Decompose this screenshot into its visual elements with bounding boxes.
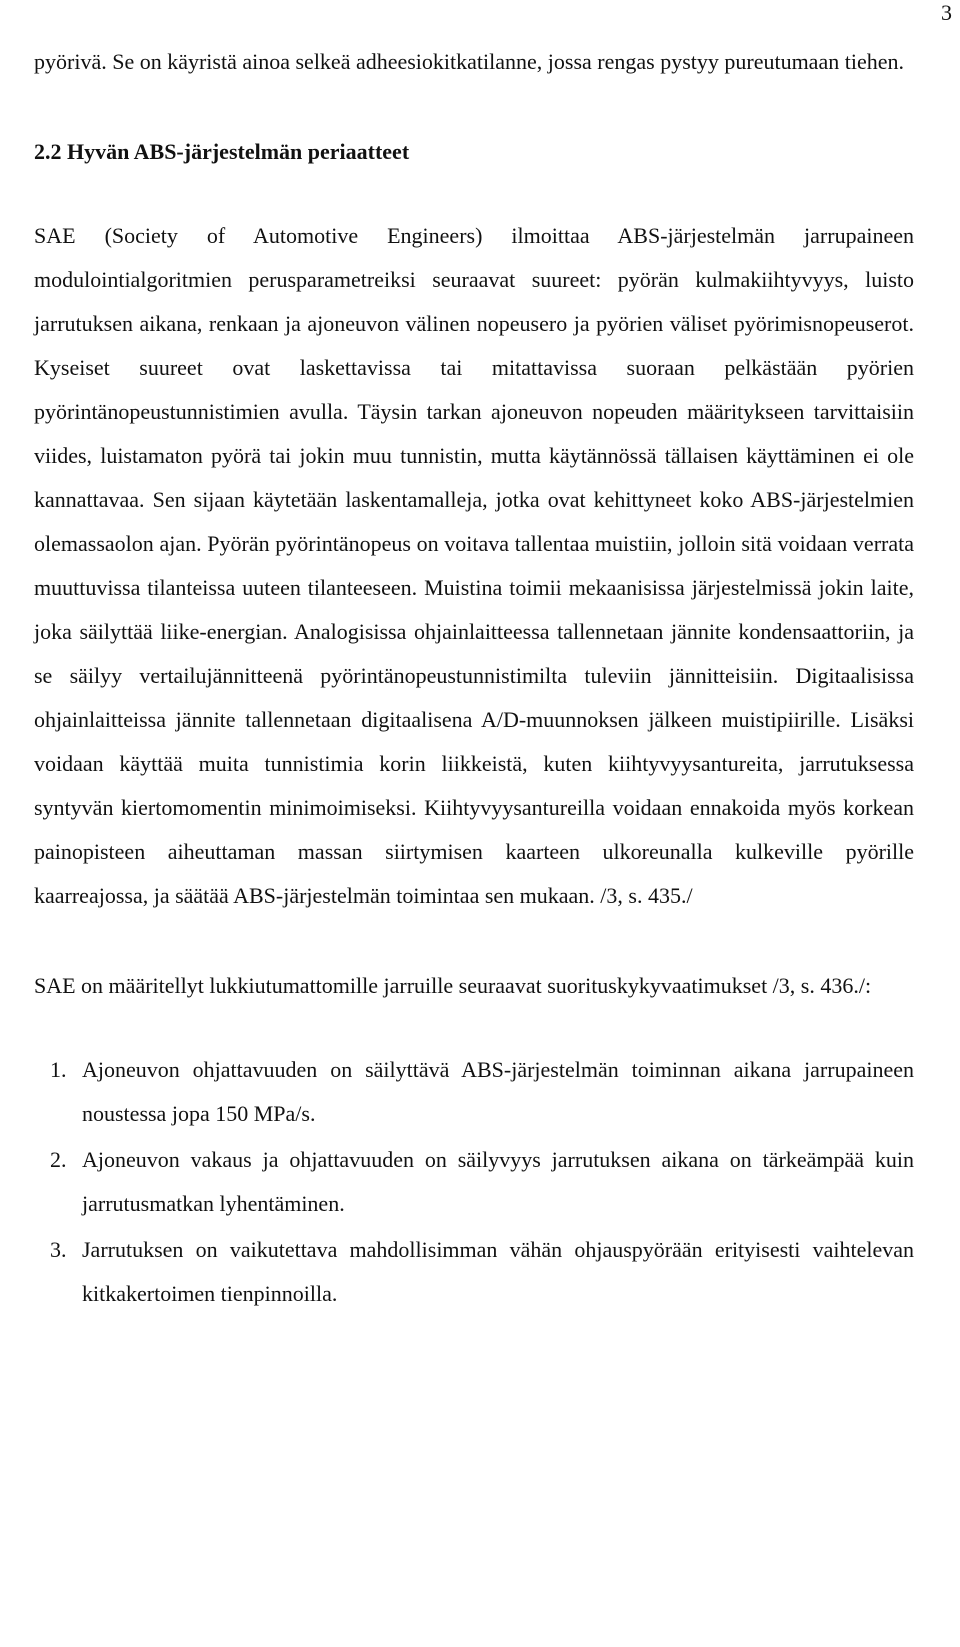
document-body	[34, 40, 914, 1318]
list-item	[34, 1138, 914, 1226]
requirements-intro: SAE on määritellyt lukkiutumattomille jarruille seuraavat suorituskykyvaatimukset /3, s. 436./:	[34, 973, 872, 998]
list-item-text: Ajoneuvon vakaus ja ohjattavuuden on säilyvyys jarrutuksen aikana on tärkeämpää kuin jarrutusmatkan lyhentäminen.	[82, 1147, 914, 1216]
list-item-text: Jarrutuksen on vaikutettava mahdollisimman vähän ohjauspyörään erityisesti vaihtelevan kitkakertoimen tienpinnoilla.	[82, 1237, 914, 1306]
list-item-number: 1.	[50, 1057, 67, 1082]
list-item-number: 3.	[50, 1237, 67, 1262]
list-item	[34, 1048, 914, 1136]
section-heading: 2.2 Hyvän ABS-järjestelmän periaatteet	[34, 139, 410, 164]
list-item-text: Ajoneuvon ohjattavuuden on säilyttävä ABS-järjestelmän toiminnan aikana jarrupaineen noustessa jopa 150 MPa/s.	[82, 1057, 914, 1126]
list-item-number: 2.	[50, 1147, 67, 1172]
requirements-list	[34, 1048, 914, 1316]
list-item	[34, 1228, 914, 1316]
page-number: 3	[941, 0, 952, 25]
intro-paragraph: pyörivä. Se on käyristä ainoa selkeä adheesiokitkatilanne, jossa rengas pystyy pureutumaan tiehen.	[34, 49, 904, 74]
main-paragraph: SAE (Society of Automotive Engineers) ilmoittaa ABS-järjestelmän jarrupaineen modulointialgoritmien perusparametreiksi seuraavat suureet: pyörän kulmakiihtyvyys, luisto jarrutuksen aikana, renkaan ja ajoneuvon välinen nopeusero ja pyörien väliset pyörimisnopeuserot. Kyseiset suureet ovat laskettavissa tai mitattavissa suoraan pelkästään pyörien pyörintänopeustunnistimien avulla. Täysin tarkan ajoneuvon nopeuden määritykseen tarvittaisiin viides, luistamaton pyörä tai jokin muu tunnistin, mutta käytännössä tällaisen käyttäminen ei ole kannattavaa. Sen sijaan käytetään laskentamalleja, jotka ovat kehittyneet koko ABS-järjestelmien olemassaolon ajan. Pyörän pyörintänopeus on voitava tallentaa muistiin, jolloin sitä voidaan verrata muuttuvissa tilanteissa uuteen tilanteeseen. Muistina toimii mekaanisissa järjestelmissä jokin laite, joka säilyttää liike-energian. Analogisissa ohjainlaitteessa tallennetaan jännite kondensaattoriin, ja se säilyy vertailujännitteenä pyörintänopeustunnistimilta tuleviin jännitteisiin. Digitaalisissa ohjainlaitteissa jännite tallennetaan digitaalisena A/D-muunnoksen jälkeen muistipiirille. Lisäksi voidaan käyttää muita tunnistimia korin liikkeistä, kuten kiihtyvyysantureita, jarrutuksessa syntyvän kiertomomentin minimoimiseksi. Kiihtyvyysantureilla voidaan ennakoida myös korkean painopisteen aiheuttaman massan siirtymisen kaarteen ulkoreunalla kulkeville pyörille kaarreajossa, ja säätää ABS-järjestelmän toimintaa sen mukaan. /3, s. 435./	[34, 223, 914, 908]
